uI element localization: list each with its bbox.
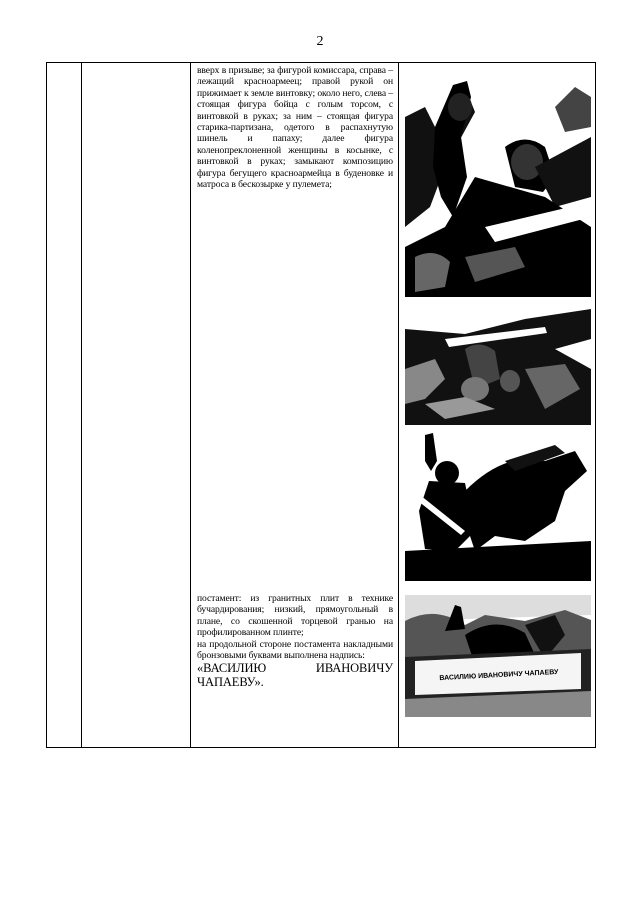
inscription-text: «ВАСИЛИЮ ИВАНОВИЧУ ЧАПАЕВУ». [197, 661, 393, 690]
photo-soldiers-group [405, 309, 591, 425]
column-divider [190, 63, 191, 747]
column-divider [81, 63, 82, 747]
pedestal-text: постамент: из гранитных плит в технике бучардирования; низкий, прямоугольный в плане, со скошенной торцевой гранью на профилированном плинте; [197, 593, 393, 639]
pedestal-inscription: ВАСИЛИЮ ИВАНОВИЧУ ЧАПАЕВУ [439, 668, 559, 683]
photo-monument-pedestal [405, 595, 591, 717]
monument-table [46, 62, 596, 748]
column-divider [398, 63, 399, 747]
description-sculpture [197, 65, 393, 190]
page-number: 2 [316, 34, 324, 49]
inscription-intro: на продольной стороне постамента накладными бронзовыми буквами выполнена надпись: [197, 638, 393, 662]
photo-rider-horse [405, 431, 591, 581]
description-pedestal [197, 593, 393, 689]
photo-commissar-group [405, 77, 591, 297]
description-text: вверх в призыве; за фигурой комиссара, справа – лежащий красноармеец; правой рукой он прижимает к земле винтовку; около него, слева – стоящая фигура бойца с голым торсом, с винтовкой в руках; за ним – стоящая фигура старика-партизана, одетого в распахнутую шинель и папаху; далее фигура коленопреклоненной женщины в косынке, с винтовкой в руках; замыкают композицию фигура бегущего красноармейца в буденовке и матроса в бескозырке у пулемета; [197, 65, 393, 191]
